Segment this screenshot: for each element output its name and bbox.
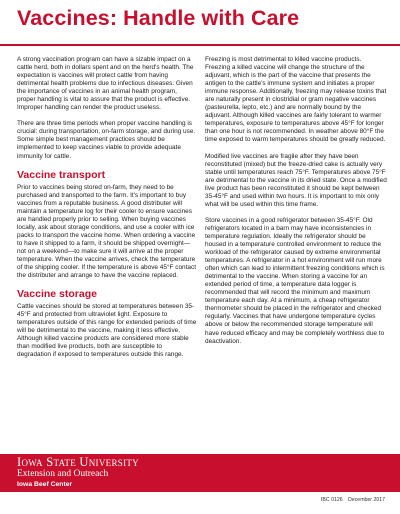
right-column (205, 56, 387, 354)
extension-name: Extension and Outreach (17, 469, 109, 479)
doc-number: IBC 0126 (320, 497, 343, 503)
storage-paragraph: Cattle vaccines should be stored at temperatures between 35-45°F and protected from ultraviolet light. Exposure to temperatures outside of this range for extended periods of time will be detrimental to the vaccine, making it less effective. Although killed vaccine products are considered more stable than modified live products, both are susceptible to degradation if exposed to temperatures outside this range. (17, 303, 197, 359)
university-logo (17, 456, 139, 489)
transport-paragraph: Prior to vaccines being stored on-farm, they need to be purchased and transported to the farm. It's important to buy vaccines from a reputable business. A good distributer will maintain a temperature log for their cooler to ensure vaccines are handled properly prior to selling. When buying vaccines locally, ask about storage conditions, and use a cooler with ice packs to transport the vaccine home. When ordering a vaccine to have it shipped to a farm, it should be shipped overnight—not on a weekend—to make sure it will arrive at the proper temperature. When the vaccine arrives, check the temperature of the shipping cooler. If the temperature is above 45°F contact the distributer and arrange to have the vaccine replaced. (17, 183, 196, 280)
page-title: Vaccines: Handle with Care (17, 6, 300, 30)
intro-paragraph-2: There are three time periods when proper vaccine handling is crucial: during transportation, on-farm storage, and during use. Some simple best management practices should be implemented to keep vaccines viable to provide adequate immunity for cattle. (17, 120, 196, 160)
freezing-paragraph: Freezing is most detrimental to killed vaccine products. Freezing a killed vaccine will change the structure of the adjuvant, which is the part of the vaccine that presents the antigen to the cattle's immune system and initiates a proper immune response. Additionally, freezing may release toxins that are naturally present in clostridial or gram negative vaccines (pasteurella, lepto, etc.) and are normally bound by the adjuvant. Although killed vaccines are fairly tolerant to warmer temperatures, exposure to temperatures above 45°F for longer than one hour is not recommended. In weather above 80°F the time exposed to warm temperatures should be greatly reduced. (205, 56, 387, 144)
intro-paragraph-1: A strong vaccination program can have a sizable impact on a cattle herd, both in dollars spent and on the herd's health. The expectation is vaccines will protect cattle from having detrimental health problems due to infectious diseases. Given the importance of vaccines in an animal health program, proper handling is vital to assure that the product is effective. Improper handling can render the product useless. (17, 56, 194, 112)
refrigerator-paragraph: Store vaccines in a good refrigerator between 35-45°F. Old refrigerators located in a barn may have inconsistencies in temperature regulation. Ideally the refrigerator should be housed in a temperature controlled environment to reduce the workload of the refrigerator caused by extreme environmental temperatures. A refrigerator in a hot environment will run more often which can lead to intermittent freezing conditions which is detrimental to the vaccine. When storing a vaccine for an extended period of time, a temperature data logger is recommended that will record the minimum and maximum temperature each day. At a minimum, a cheap refrigerator thermometer should be placed in the refrigerator and checked regularly. Vaccines that have undergone temperature cycles above or below the recommended storage temperature will have reduced efficacy and may be completely worthless due to deactivation. (205, 216, 385, 345)
university-name: Iowa State University (17, 455, 139, 469)
left-column (17, 56, 197, 367)
center-name: Iowa Beef Center (17, 481, 73, 488)
transport-heading: Vaccine transport (17, 168, 106, 181)
storage-heading: Vaccine storage (17, 288, 97, 301)
document-id (321, 497, 385, 503)
title-rule (0, 44, 400, 46)
doc-date: December 2017 (348, 497, 385, 503)
modified-live-paragraph: Modified live vaccines are fragile after they have been reconstituted (mixed) but the freeze-dried cake is actually very stable until temperatures reach 75°F. Temperatures above 75°F are detrimental to the vaccine in its dried state. Once a modified live product has been reconstituted it should be kept between 35-45°F and used within two hours. It is important to mix only what will be used within this time frame. (205, 152, 387, 208)
